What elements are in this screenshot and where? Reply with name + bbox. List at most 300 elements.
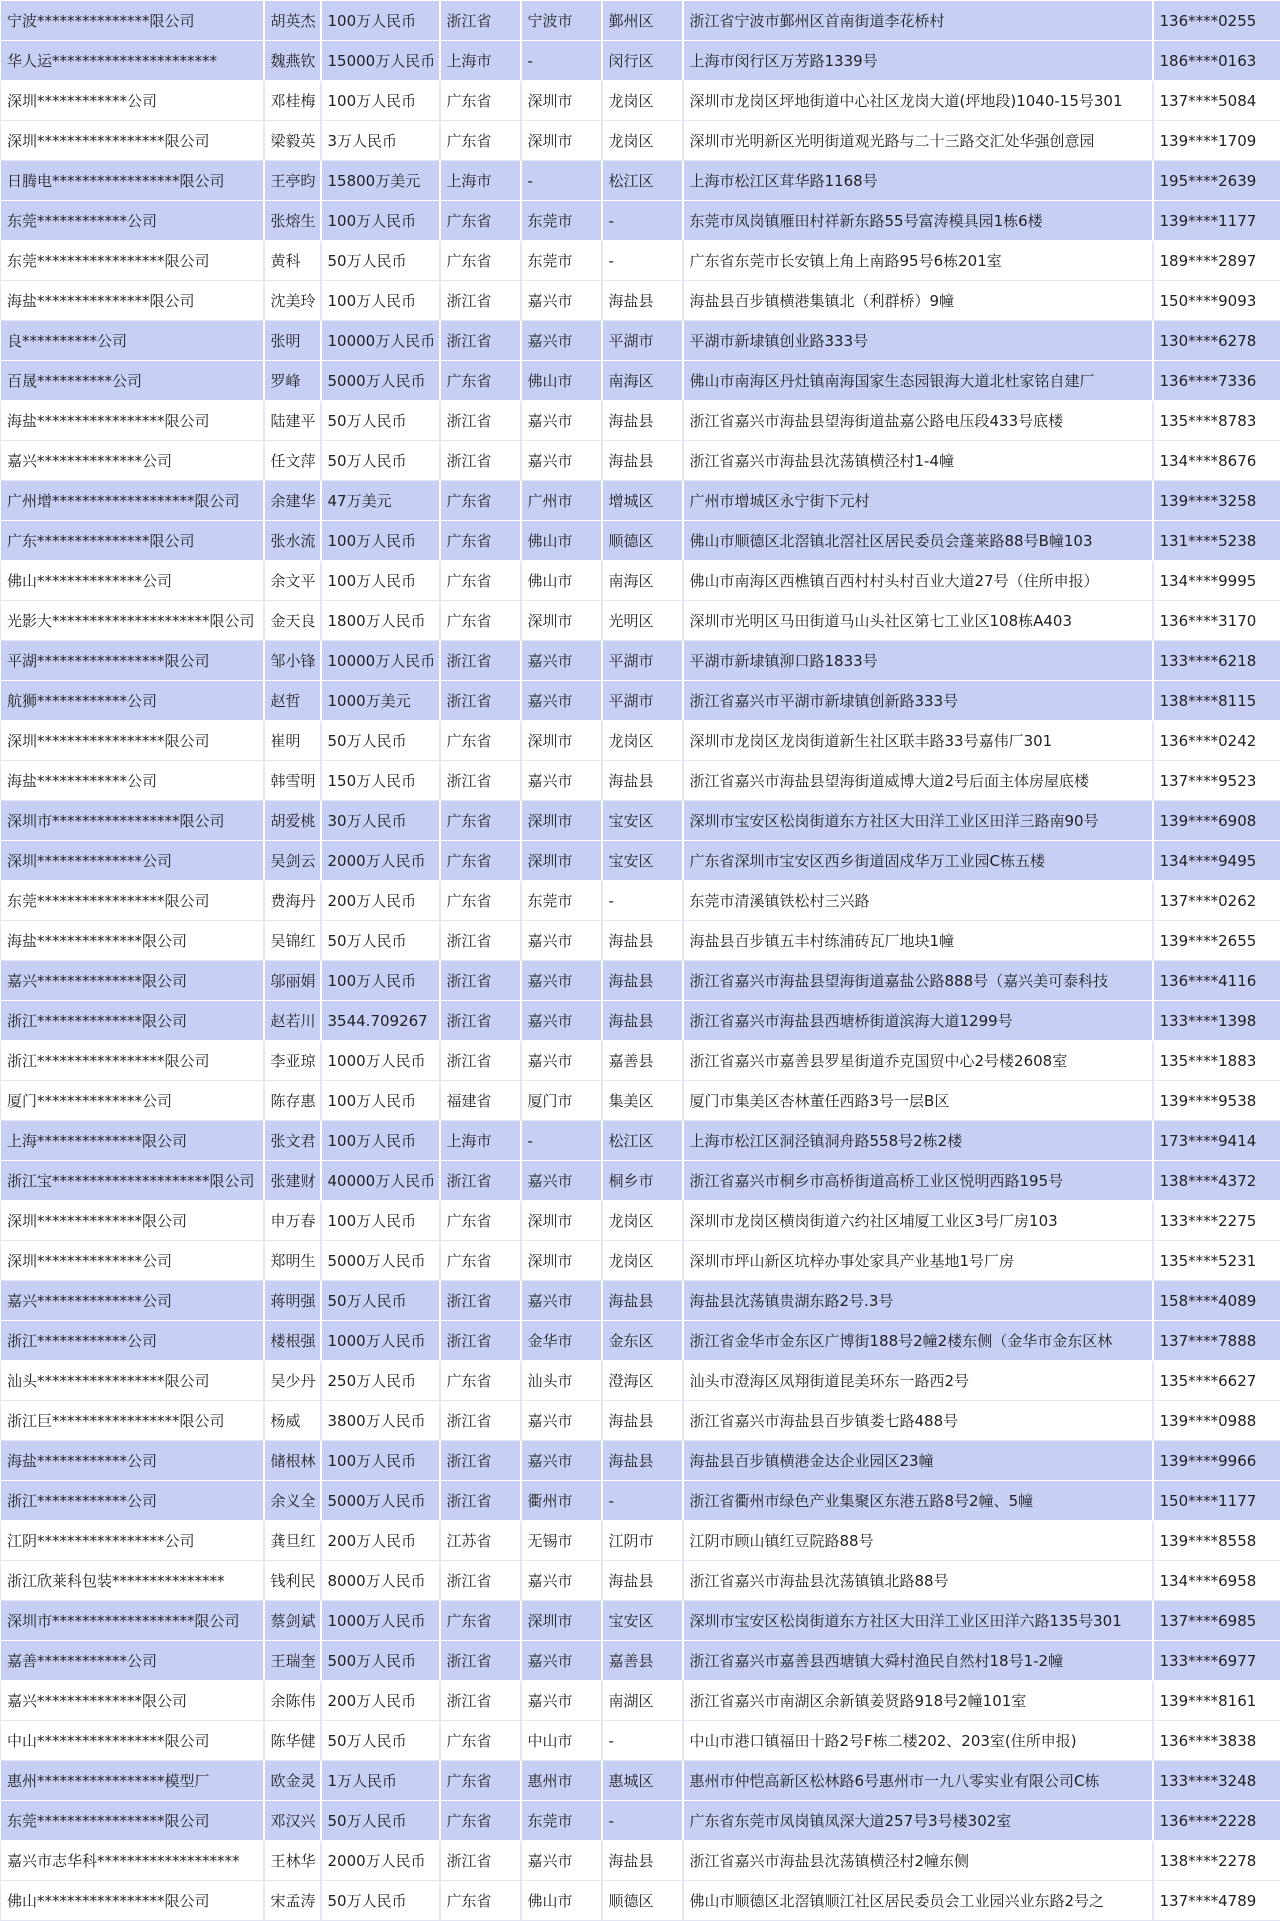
table-row xyxy=(1,201,1280,241)
district-cell: 龙岗区 xyxy=(602,721,683,761)
province-cell: 浙江省 xyxy=(440,641,521,681)
province-cell: 浙江省 xyxy=(440,1161,521,1201)
district-cell: 金东区 xyxy=(602,1321,683,1361)
district-cell: 澄海区 xyxy=(602,1361,683,1401)
registered-capital-cell: 47万美元 xyxy=(321,481,440,521)
legal-person-cell: 余义全 xyxy=(264,1481,321,1521)
city-cell: 厦门市 xyxy=(521,1081,602,1121)
company-name-cell: 华人运********************** xyxy=(1,41,264,81)
registered-capital-cell: 50万人民币 xyxy=(321,241,440,281)
table-row xyxy=(1,561,1280,601)
legal-person-cell: 梁毅英 xyxy=(264,121,321,161)
district-cell: 龙岗区 xyxy=(602,81,683,121)
province-cell: 浙江省 xyxy=(440,441,521,481)
city-cell: 无锡市 xyxy=(521,1521,602,1561)
company-name-cell: 浙江欣莱科包装*************** xyxy=(1,1561,264,1601)
province-cell: 浙江省 xyxy=(440,1281,521,1321)
phone-cell: 150****1177 xyxy=(1153,1481,1280,1521)
registered-capital-cell: 5000万人民币 xyxy=(321,1481,440,1521)
address-cell: 浙江省嘉兴市海盐县沈荡镇横泾村1-4幢 xyxy=(683,441,1153,481)
city-cell: 深圳市 xyxy=(521,81,602,121)
table-row xyxy=(1,1641,1280,1681)
city-cell: 嘉兴市 xyxy=(521,1441,602,1481)
city-cell: 嘉兴市 xyxy=(521,1561,602,1601)
table-row xyxy=(1,521,1280,561)
legal-person-cell: 蔡剑斌 xyxy=(264,1601,321,1641)
district-cell: 宝安区 xyxy=(602,801,683,841)
legal-person-cell: 陆建平 xyxy=(264,401,321,441)
phone-cell: 135****5231 xyxy=(1153,1241,1280,1281)
city-cell: 惠州市 xyxy=(521,1761,602,1801)
table-row xyxy=(1,1001,1280,1041)
company-name-cell: 深圳************公司 xyxy=(1,81,264,121)
address-cell: 浙江省衢州市绿色产业集聚区东港五路8号2幢、5幢 xyxy=(683,1481,1153,1521)
phone-cell: 133****3248 xyxy=(1153,1761,1280,1801)
phone-cell: 139****0988 xyxy=(1153,1401,1280,1441)
address-cell: 深圳市坪山新区坑梓办事处家具产业基地1号厂房 xyxy=(683,1241,1153,1281)
company-name-cell: 海盐************公司 xyxy=(1,761,264,801)
table-row xyxy=(1,361,1280,401)
city-cell: 嘉兴市 xyxy=(521,1041,602,1081)
company-name-cell: 浙江**************限公司 xyxy=(1,1001,264,1041)
province-cell: 浙江省 xyxy=(440,1041,521,1081)
table-row xyxy=(1,1201,1280,1241)
province-cell: 福建省 xyxy=(440,1081,521,1121)
table-row xyxy=(1,121,1280,161)
district-cell: 平湖市 xyxy=(602,321,683,361)
address-cell: 浙江省嘉兴市海盐县望海街道嘉盐公路888号（嘉兴美可泰科技 xyxy=(683,961,1153,1001)
city-cell: 深圳市 xyxy=(521,1241,602,1281)
table-row xyxy=(1,1161,1280,1201)
address-cell: 广东省东莞市凤岗镇凤深大道257号3号楼302室 xyxy=(683,1801,1153,1841)
address-cell: 深圳市光明区马田街道马山头社区第七工业区108栋A403 xyxy=(683,601,1153,641)
table-row xyxy=(1,401,1280,441)
company-name-cell: 嘉兴**************公司 xyxy=(1,1281,264,1321)
company-name-cell: 良**********公司 xyxy=(1,321,264,361)
address-cell: 厦门市集美区杏林董任西路3号一层B区 xyxy=(683,1081,1153,1121)
company-name-cell: 浙江************公司 xyxy=(1,1321,264,1361)
province-cell: 广东省 xyxy=(440,1721,521,1761)
district-cell: 增城区 xyxy=(602,481,683,521)
district-cell: 顺德区 xyxy=(602,1881,683,1921)
city-cell: 嘉兴市 xyxy=(521,321,602,361)
legal-person-cell: 张文君 xyxy=(264,1121,321,1161)
table-row xyxy=(1,801,1280,841)
city-cell: 嘉兴市 xyxy=(521,1001,602,1041)
district-cell: 海盐县 xyxy=(602,281,683,321)
table-row xyxy=(1,161,1280,201)
company-name-cell: 深圳*****************限公司 xyxy=(1,121,264,161)
city-cell: 金华市 xyxy=(521,1321,602,1361)
table-row xyxy=(1,1041,1280,1081)
province-cell: 广东省 xyxy=(440,81,521,121)
table-row xyxy=(1,921,1280,961)
province-cell: 浙江省 xyxy=(440,1481,521,1521)
address-cell: 浙江省嘉兴市嘉善县罗星街道乔克国贸中心2号楼2608室 xyxy=(683,1041,1153,1081)
registered-capital-cell: 5000万人民币 xyxy=(321,361,440,401)
company-name-cell: 浙江************公司 xyxy=(1,1481,264,1521)
address-cell: 浙江省嘉兴市海盐县西塘桥街道滨海大道1299号 xyxy=(683,1001,1153,1041)
city-cell: 嘉兴市 xyxy=(521,441,602,481)
legal-person-cell: 杨威 xyxy=(264,1401,321,1441)
registered-capital-cell: 50万人民币 xyxy=(321,921,440,961)
legal-person-cell: 欧金灵 xyxy=(264,1761,321,1801)
phone-cell: 139****9538 xyxy=(1153,1081,1280,1121)
address-cell: 广东省东莞市长安镇上角上南路95号6栋201室 xyxy=(683,241,1153,281)
phone-cell: 136****3170 xyxy=(1153,601,1280,641)
district-cell: 海盐县 xyxy=(602,1841,683,1881)
province-cell: 广东省 xyxy=(440,881,521,921)
address-cell: 广州市增城区永宁街下元村 xyxy=(683,481,1153,521)
company-name-cell: 平湖*****************限公司 xyxy=(1,641,264,681)
company-name-cell: 厦门**************公司 xyxy=(1,1081,264,1121)
phone-cell: 136****0242 xyxy=(1153,721,1280,761)
district-cell: - xyxy=(602,241,683,281)
table-row xyxy=(1,881,1280,921)
city-cell: 嘉兴市 xyxy=(521,1281,602,1321)
province-cell: 浙江省 xyxy=(440,1401,521,1441)
registered-capital-cell: 50万人民币 xyxy=(321,1721,440,1761)
table-row xyxy=(1,441,1280,481)
table-row xyxy=(1,1281,1280,1321)
address-cell: 浙江省嘉兴市平湖市新埭镇创新路333号 xyxy=(683,681,1153,721)
legal-person-cell: 余文平 xyxy=(264,561,321,601)
registered-capital-cell: 100万人民币 xyxy=(321,1081,440,1121)
company-name-cell: 百晟**********公司 xyxy=(1,361,264,401)
table-row xyxy=(1,1441,1280,1481)
phone-cell: 136****4116 xyxy=(1153,961,1280,1001)
legal-person-cell: 赵若川 xyxy=(264,1001,321,1041)
legal-person-cell: 邬丽娟 xyxy=(264,961,321,1001)
province-cell: 广东省 xyxy=(440,721,521,761)
phone-cell: 189****2897 xyxy=(1153,241,1280,281)
city-cell: - xyxy=(521,41,602,81)
table-row xyxy=(1,281,1280,321)
registered-capital-cell: 50万人民币 xyxy=(321,441,440,481)
company-name-cell: 佛山*****************限公司 xyxy=(1,1881,264,1921)
city-cell: 佛山市 xyxy=(521,361,602,401)
table-row xyxy=(1,641,1280,681)
province-cell: 广东省 xyxy=(440,841,521,881)
registered-capital-cell: 100万人民币 xyxy=(321,561,440,601)
province-cell: 广东省 xyxy=(440,801,521,841)
legal-person-cell: 宋孟涛 xyxy=(264,1881,321,1921)
phone-cell: 137****4789 xyxy=(1153,1881,1280,1921)
table-row xyxy=(1,1081,1280,1121)
address-cell: 中山市港口镇福田十路2号F栋二楼202、203室(住所申报) xyxy=(683,1721,1153,1761)
city-cell: 中山市 xyxy=(521,1721,602,1761)
province-cell: 浙江省 xyxy=(440,921,521,961)
phone-cell: 136****0255 xyxy=(1153,1,1280,41)
phone-cell: 135****8783 xyxy=(1153,401,1280,441)
district-cell: 集美区 xyxy=(602,1081,683,1121)
address-cell: 上海市松江区洞泾镇洞舟路558号2栋2楼 xyxy=(683,1121,1153,1161)
company-name-cell: 东莞************公司 xyxy=(1,201,264,241)
company-name-cell: 海盐************公司 xyxy=(1,1441,264,1481)
table-row xyxy=(1,841,1280,881)
province-cell: 广东省 xyxy=(440,361,521,401)
registered-capital-cell: 3800万人民币 xyxy=(321,1401,440,1441)
legal-person-cell: 龚旦红 xyxy=(264,1521,321,1561)
address-cell: 江阴市顾山镇红豆院路88号 xyxy=(683,1521,1153,1561)
city-cell: 佛山市 xyxy=(521,521,602,561)
registered-capital-cell: 500万人民币 xyxy=(321,1641,440,1681)
legal-person-cell: 金天良 xyxy=(264,601,321,641)
phone-cell: 136****2228 xyxy=(1153,1801,1280,1841)
city-cell: 嘉兴市 xyxy=(521,761,602,801)
company-name-cell: 光影大*********************限公司 xyxy=(1,601,264,641)
registered-capital-cell: 50万人民币 xyxy=(321,1281,440,1321)
legal-person-cell: 钱利民 xyxy=(264,1561,321,1601)
legal-person-cell: 张明 xyxy=(264,321,321,361)
district-cell: 平湖市 xyxy=(602,681,683,721)
registered-capital-cell: 1万人民币 xyxy=(321,1761,440,1801)
registered-capital-cell: 1000万美元 xyxy=(321,681,440,721)
company-name-cell: 嘉兴**************公司 xyxy=(1,441,264,481)
registered-capital-cell: 200万人民币 xyxy=(321,1521,440,1561)
province-cell: 广东省 xyxy=(440,521,521,561)
province-cell: 广东省 xyxy=(440,1361,521,1401)
legal-person-cell: 张水流 xyxy=(264,521,321,561)
address-cell: 浙江省嘉兴市嘉善县西塘镇大舜村渔民自然村18号1-2幢 xyxy=(683,1641,1153,1681)
city-cell: 宁波市 xyxy=(521,1,602,41)
legal-person-cell: 胡爱桃 xyxy=(264,801,321,841)
company-name-cell: 日腾电*****************限公司 xyxy=(1,161,264,201)
province-cell: 浙江省 xyxy=(440,1,521,41)
table-row xyxy=(1,1761,1280,1801)
table-row xyxy=(1,241,1280,281)
province-cell: 浙江省 xyxy=(440,1321,521,1361)
address-cell: 深圳市光明新区光明街道观光路与二十三路交汇处华强创意园 xyxy=(683,121,1153,161)
registered-capital-cell: 100万人民币 xyxy=(321,281,440,321)
city-cell: 汕头市 xyxy=(521,1361,602,1401)
city-cell: 嘉兴市 xyxy=(521,1681,602,1721)
address-cell: 佛山市顺德区北滘镇北滘社区居民委员会蓬莱路88号B幢103 xyxy=(683,521,1153,561)
address-cell: 海盐县百步镇横港集镇北（利群桥）9幢 xyxy=(683,281,1153,321)
address-cell: 海盐县百步镇五丰村练浦砖瓦厂地块1幢 xyxy=(683,921,1153,961)
legal-person-cell: 吴锦红 xyxy=(264,921,321,961)
company-name-cell: 广州增*******************限公司 xyxy=(1,481,264,521)
district-cell: 江阴市 xyxy=(602,1521,683,1561)
registered-capital-cell: 1000万人民币 xyxy=(321,1041,440,1081)
legal-person-cell: 黄科 xyxy=(264,241,321,281)
phone-cell: 137****9523 xyxy=(1153,761,1280,801)
district-cell: 海盐县 xyxy=(602,1001,683,1041)
city-cell: 深圳市 xyxy=(521,801,602,841)
district-cell: 南湖区 xyxy=(602,1681,683,1721)
registered-capital-cell: 1800万人民币 xyxy=(321,601,440,641)
registered-capital-cell: 100万人民币 xyxy=(321,1121,440,1161)
legal-person-cell: 张熔生 xyxy=(264,201,321,241)
table-row xyxy=(1,1801,1280,1841)
district-cell: 光明区 xyxy=(602,601,683,641)
address-cell: 浙江省嘉兴市桐乡市高桥街道高桥工业区悦明西路195号 xyxy=(683,1161,1153,1201)
city-cell: 嘉兴市 xyxy=(521,401,602,441)
legal-person-cell: 胡英杰 xyxy=(264,1,321,41)
address-cell: 海盐县沈荡镇贵湖东路2号.3号 xyxy=(683,1281,1153,1321)
registered-capital-cell: 2000万人民币 xyxy=(321,841,440,881)
registered-capital-cell: 50万人民币 xyxy=(321,401,440,441)
province-cell: 广东省 xyxy=(440,1761,521,1801)
company-name-cell: 深圳*****************限公司 xyxy=(1,721,264,761)
company-name-cell: 嘉善************公司 xyxy=(1,1641,264,1681)
legal-person-cell: 王亭昀 xyxy=(264,161,321,201)
registered-capital-cell: 150万人民币 xyxy=(321,761,440,801)
phone-cell: 150****9093 xyxy=(1153,281,1280,321)
table-row xyxy=(1,721,1280,761)
phone-cell: 136****7336 xyxy=(1153,361,1280,401)
province-cell: 广东省 xyxy=(440,241,521,281)
province-cell: 上海市 xyxy=(440,1121,521,1161)
city-cell: 佛山市 xyxy=(521,561,602,601)
address-cell: 浙江省宁波市鄞州区首南街道李花桥村 xyxy=(683,1,1153,41)
phone-cell: 135****6627 xyxy=(1153,1361,1280,1401)
address-cell: 东莞市清溪镇铁松村三兴路 xyxy=(683,881,1153,921)
registered-capital-cell: 100万人民币 xyxy=(321,961,440,1001)
registered-capital-cell: 2000万人民币 xyxy=(321,1841,440,1881)
phone-cell: 158****4089 xyxy=(1153,1281,1280,1321)
city-cell: 嘉兴市 xyxy=(521,1841,602,1881)
address-cell: 浙江省嘉兴市海盐县百步镇娄七路488号 xyxy=(683,1401,1153,1441)
district-cell: 宝安区 xyxy=(602,841,683,881)
district-cell: 宝安区 xyxy=(602,1601,683,1641)
district-cell: 海盐县 xyxy=(602,921,683,961)
district-cell: 桐乡市 xyxy=(602,1161,683,1201)
address-cell: 平湖市新埭镇创业路333号 xyxy=(683,321,1153,361)
district-cell: 海盐县 xyxy=(602,761,683,801)
legal-person-cell: 罗峰 xyxy=(264,361,321,401)
company-name-cell: 深圳市*****************限公司 xyxy=(1,801,264,841)
district-cell: 龙岗区 xyxy=(602,1201,683,1241)
company-name-cell: 东莞*****************限公司 xyxy=(1,881,264,921)
phone-cell: 133****1398 xyxy=(1153,1001,1280,1041)
address-cell: 深圳市龙岗区坪地街道中心社区龙岗大道(坪地段)1040-15号301 xyxy=(683,81,1153,121)
company-name-cell: 嘉兴市志华科******************* xyxy=(1,1841,264,1881)
registered-capital-cell: 250万人民币 xyxy=(321,1361,440,1401)
phone-cell: 133****2275 xyxy=(1153,1201,1280,1241)
district-cell: 南海区 xyxy=(602,361,683,401)
table-row xyxy=(1,1881,1280,1921)
phone-cell: 135****1883 xyxy=(1153,1041,1280,1081)
district-cell: 海盐县 xyxy=(602,1561,683,1601)
district-cell: 龙岗区 xyxy=(602,1241,683,1281)
district-cell: 海盐县 xyxy=(602,441,683,481)
district-cell: 平湖市 xyxy=(602,641,683,681)
company-name-cell: 宁波***************限公司 xyxy=(1,1,264,41)
city-cell: 深圳市 xyxy=(521,841,602,881)
address-cell: 深圳市龙岗区横岗街道六约社区埔厦工业区3号厂房103 xyxy=(683,1201,1153,1241)
province-cell: 广东省 xyxy=(440,201,521,241)
table-row xyxy=(1,1121,1280,1161)
company-name-cell: 深圳市*******************限公司 xyxy=(1,1601,264,1641)
address-cell: 惠州市仲恺高新区松林路6号惠州市一九八零实业有限公司C栋 xyxy=(683,1761,1153,1801)
province-cell: 浙江省 xyxy=(440,1681,521,1721)
district-cell: 顺德区 xyxy=(602,521,683,561)
city-cell: 衢州市 xyxy=(521,1481,602,1521)
company-name-cell: 海盐**************限公司 xyxy=(1,921,264,961)
province-cell: 江苏省 xyxy=(440,1521,521,1561)
district-cell: 闵行区 xyxy=(602,41,683,81)
address-cell: 浙江省金华市金东区广博街188号2幢2楼东侧（金华市金东区林 xyxy=(683,1321,1153,1361)
registered-capital-cell: 3万人民币 xyxy=(321,121,440,161)
registered-capital-cell: 100万人民币 xyxy=(321,1201,440,1241)
city-cell: 嘉兴市 xyxy=(521,961,602,1001)
table-row xyxy=(1,1,1280,41)
address-cell: 浙江省嘉兴市海盐县沈荡镇镇北路88号 xyxy=(683,1561,1153,1601)
province-cell: 广东省 xyxy=(440,601,521,641)
legal-person-cell: 王瑞奎 xyxy=(264,1641,321,1681)
legal-person-cell: 费海丹 xyxy=(264,881,321,921)
table-row xyxy=(1,1401,1280,1441)
address-cell: 东莞市凤岗镇雁田村祥新东路55号富涛模具园1栋6楼 xyxy=(683,201,1153,241)
company-name-cell: 浙江宝*********************限公司 xyxy=(1,1161,264,1201)
address-cell: 平湖市新埭镇泖口路1833号 xyxy=(683,641,1153,681)
legal-person-cell: 王林华 xyxy=(264,1841,321,1881)
phone-cell: 134****9995 xyxy=(1153,561,1280,601)
province-cell: 浙江省 xyxy=(440,401,521,441)
company-name-cell: 嘉兴**************限公司 xyxy=(1,1681,264,1721)
city-cell: 东莞市 xyxy=(521,201,602,241)
legal-person-cell: 张建财 xyxy=(264,1161,321,1201)
company-name-cell: 上海**************限公司 xyxy=(1,1121,264,1161)
address-cell: 上海市闵行区万芳路1339号 xyxy=(683,41,1153,81)
company-name-cell: 深圳**************公司 xyxy=(1,1241,264,1281)
table-row xyxy=(1,961,1280,1001)
address-cell: 深圳市宝安区松岗街道东方社区大田洋工业区田洋三路南90号 xyxy=(683,801,1153,841)
city-cell: 嘉兴市 xyxy=(521,681,602,721)
table-body xyxy=(1,1,1280,1921)
province-cell: 浙江省 xyxy=(440,1641,521,1681)
phone-cell: 195****2639 xyxy=(1153,161,1280,201)
table-row xyxy=(1,1321,1280,1361)
registered-capital-cell: 50万人民币 xyxy=(321,1881,440,1921)
province-cell: 浙江省 xyxy=(440,281,521,321)
registered-capital-cell: 200万人民币 xyxy=(321,881,440,921)
registered-capital-cell: 1000万人民币 xyxy=(321,1321,440,1361)
phone-cell: 133****6977 xyxy=(1153,1641,1280,1681)
province-cell: 浙江省 xyxy=(440,1841,521,1881)
company-name-cell: 深圳**************公司 xyxy=(1,841,264,881)
province-cell: 广东省 xyxy=(440,561,521,601)
company-name-cell: 深圳**************限公司 xyxy=(1,1201,264,1241)
district-cell: 惠城区 xyxy=(602,1761,683,1801)
city-cell: 嘉兴市 xyxy=(521,1161,602,1201)
city-cell: 嘉兴市 xyxy=(521,1401,602,1441)
address-cell: 浙江省嘉兴市海盐县望海街道盐嘉公路电压段433号底楼 xyxy=(683,401,1153,441)
district-cell: 海盐县 xyxy=(602,1401,683,1441)
city-cell: 东莞市 xyxy=(521,881,602,921)
legal-person-cell: 郑明生 xyxy=(264,1241,321,1281)
province-cell: 上海市 xyxy=(440,41,521,81)
city-cell: 嘉兴市 xyxy=(521,641,602,681)
district-cell: 松江区 xyxy=(602,1121,683,1161)
legal-person-cell: 储根林 xyxy=(264,1441,321,1481)
phone-cell: 138****2278 xyxy=(1153,1841,1280,1881)
company-name-cell: 广东***************限公司 xyxy=(1,521,264,561)
district-cell: 鄞州区 xyxy=(602,1,683,41)
city-cell: - xyxy=(521,1121,602,1161)
legal-person-cell: 崔明 xyxy=(264,721,321,761)
legal-person-cell: 陈存惠 xyxy=(264,1081,321,1121)
table-row xyxy=(1,81,1280,121)
legal-person-cell: 赵哲 xyxy=(264,681,321,721)
legal-person-cell: 余陈伟 xyxy=(264,1681,321,1721)
city-cell: 深圳市 xyxy=(521,601,602,641)
company-name-cell: 嘉兴**************限公司 xyxy=(1,961,264,1001)
legal-person-cell: 陈华健 xyxy=(264,1721,321,1761)
legal-person-cell: 余建华 xyxy=(264,481,321,521)
table-row xyxy=(1,1601,1280,1641)
